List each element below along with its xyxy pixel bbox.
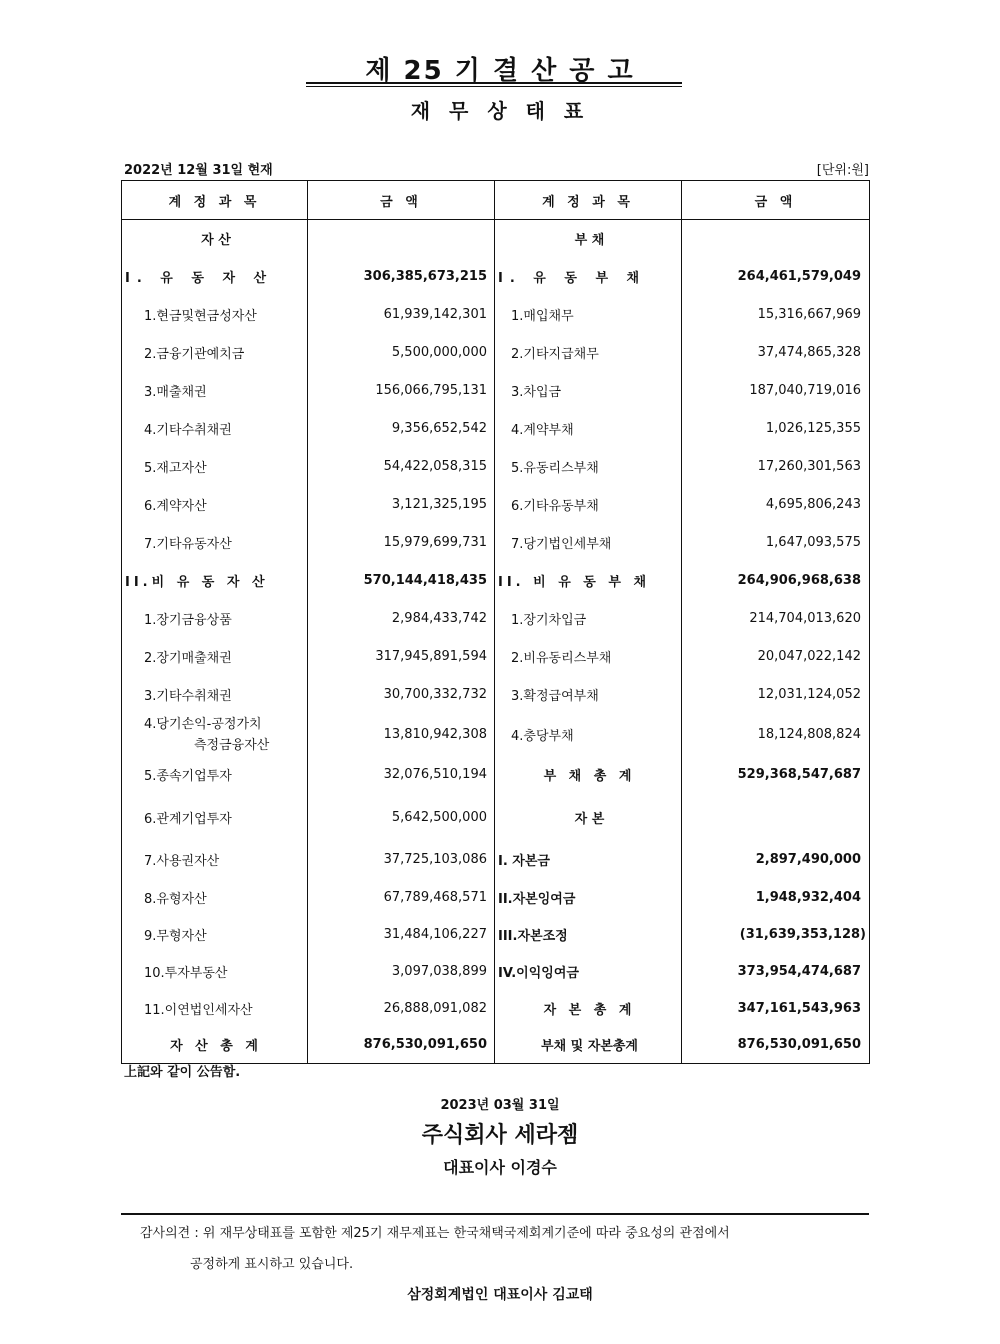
company-name: 주식회사 세라젬 <box>421 1123 579 1148</box>
noncurrent-assets-amount: 570,144,418,435 <box>308 562 495 600</box>
total-liabilities-equity-amount: 876,530,091,650 <box>682 1027 870 1064</box>
divider <box>121 1213 869 1215</box>
header-amount-right: 금 액 <box>682 181 870 220</box>
account-label: 2.비유동리스부채 <box>495 638 682 676</box>
announcement-note: 上記와 같이 公告함. <box>124 1065 241 1080</box>
amount-cell: 214,704,013,620 <box>682 600 870 638</box>
total-assets-label: 자 산 총 계 <box>122 1027 308 1064</box>
equity-item-label: I. 자본금 <box>495 841 682 879</box>
account-label: 3.차입금 <box>495 372 682 410</box>
noncurrent-liabilities-amount: 264,906,968,638 <box>682 562 870 600</box>
amount-cell: 3,121,325,195 <box>308 486 495 524</box>
amount-cell: 13,810,942,308 <box>308 714 495 756</box>
account-label: 9.무형자산 <box>122 916 308 953</box>
total-liabilities-label: 부 채 총 계 <box>495 756 682 794</box>
account-label: 7.당기법인세부채 <box>495 524 682 562</box>
amount-cell: 20,047,022,142 <box>682 638 870 676</box>
amount-cell: 15,979,699,731 <box>308 524 495 562</box>
amount-cell: 37,474,865,328 <box>682 334 870 372</box>
account-label: 1.매입채무 <box>495 296 682 334</box>
account-label: 1.현금및현금성자산 <box>122 296 308 334</box>
account-label: 10.투자부동산 <box>122 953 308 990</box>
account-label-two-line <box>122 714 308 756</box>
amount-cell: 61,939,142,301 <box>308 296 495 334</box>
account-label: 1.장기금융상품 <box>122 600 308 638</box>
header-account-right: 계 정 과 목 <box>495 181 682 220</box>
auditor-name: 삼정회계법인 대표이사 김교태 <box>407 1287 593 1303</box>
account-label: 8.유형자산 <box>122 879 308 916</box>
account-label: 3.확정급여부채 <box>495 676 682 714</box>
amount-cell: 18,124,808,824 <box>682 714 870 756</box>
amount-cell: 17,260,301,563 <box>682 448 870 486</box>
account-label-line1: 4.당기손익-공정가치 <box>144 716 262 732</box>
account-label: 5.종속기업투자 <box>122 756 308 794</box>
statement-date: 2022년 12월 31일 현재 <box>124 163 273 178</box>
header-amount-left: 금 액 <box>308 181 495 220</box>
unit-label: [단위:원] <box>816 163 869 178</box>
amount-cell: 1,026,125,355 <box>682 410 870 448</box>
amount-cell: 317,945,891,594 <box>308 638 495 676</box>
audit-opinion-line2: 공정하게 표시하고 있습니다. <box>190 1257 354 1272</box>
amount-cell: 15,316,667,969 <box>682 296 870 334</box>
total-equity-label: 자 본 총 계 <box>495 990 682 1027</box>
account-label: 11.이연법인세자산 <box>122 990 308 1027</box>
publication-date: 2023년 03월 31일 <box>440 1098 560 1113</box>
current-liabilities-label: I. 유 동 부 채 <box>495 258 682 296</box>
title-underline <box>306 82 682 84</box>
account-label: 6.계약자산 <box>122 486 308 524</box>
account-label: 2.장기매출채권 <box>122 638 308 676</box>
total-equity-amount: 347,161,543,963 <box>682 990 870 1027</box>
account-label: 6.기타유동부채 <box>495 486 682 524</box>
page-title: 제 25 기 결 산 공 고 <box>365 56 635 86</box>
amount-cell: 12,031,124,052 <box>682 676 870 714</box>
equity-item-label: IV.이익잉여금 <box>495 953 682 990</box>
current-assets-label: I. 유 동 자 산 <box>122 258 308 296</box>
equity-item-label: II.자본잉여금 <box>495 879 682 916</box>
amount-cell: 26,888,091,082 <box>308 990 495 1027</box>
section-liabilities: 부 채 <box>495 220 682 258</box>
account-label: 5.재고자산 <box>122 448 308 486</box>
amount-cell: 4,695,806,243 <box>682 486 870 524</box>
account-label: 3.매출채권 <box>122 372 308 410</box>
account-label: 6.관계기업투자 <box>122 794 308 841</box>
ceo-name: 대표이사 이경수 <box>443 1158 557 1177</box>
total-assets-amount: 876,530,091,650 <box>308 1027 495 1064</box>
noncurrent-liabilities-label: II. 비 유 동 부 채 <box>495 562 682 600</box>
noncurrent-assets-label: II.비 유 동 자 산 <box>122 562 308 600</box>
current-assets-amount: 306,385,673,215 <box>308 258 495 296</box>
amount-cell: 3,097,038,899 <box>308 953 495 990</box>
amount-cell: 2,984,433,742 <box>308 600 495 638</box>
amount-cell: 67,789,468,571 <box>308 879 495 916</box>
amount-cell <box>682 220 870 258</box>
account-label: 4.충당부채 <box>495 714 682 756</box>
total-liabilities-equity-label: 부채 및 자본총계 <box>495 1027 682 1064</box>
amount-cell: 31,484,106,227 <box>308 916 495 953</box>
equity-item-amount: (31,639,353,128) <box>682 916 870 953</box>
amount-cell <box>308 220 495 258</box>
amount-cell: 5,642,500,000 <box>308 794 495 841</box>
account-label: 7.기타유동자산 <box>122 524 308 562</box>
account-label: 4.계약부채 <box>495 410 682 448</box>
amount-cell: 156,066,795,131 <box>308 372 495 410</box>
account-label: 1.장기차입금 <box>495 600 682 638</box>
amount-cell: 187,040,719,016 <box>682 372 870 410</box>
account-label: 3.기타수취채권 <box>122 676 308 714</box>
header-account-left: 계 정 과 목 <box>122 181 308 220</box>
equity-item-amount: 2,897,490,000 <box>682 841 870 879</box>
amount-cell: 54,422,058,315 <box>308 448 495 486</box>
account-label-line2: 측정금융자산 <box>194 737 270 753</box>
amount-cell: 9,356,652,542 <box>308 410 495 448</box>
title-underline-thin <box>306 86 682 87</box>
account-label: 2.금융기관예치금 <box>122 334 308 372</box>
account-label: 5.유동리스부채 <box>495 448 682 486</box>
amount-cell: 37,725,103,086 <box>308 841 495 879</box>
audit-opinion-line1: 감사의견 : 위 재무상태표를 포함한 제25기 재무제표는 한국채택국제회계기준에 따라 중요성의 관점에서 <box>140 1226 730 1241</box>
account-label: 2.기타지급채무 <box>495 334 682 372</box>
balance-sheet-table <box>121 180 870 1064</box>
total-liabilities-amount: 529,368,547,687 <box>682 756 870 794</box>
amount-cell: 30,700,332,732 <box>308 676 495 714</box>
amount-cell: 1,647,093,575 <box>682 524 870 562</box>
amount-cell <box>682 794 870 841</box>
account-label: 7.사용권자산 <box>122 841 308 879</box>
amount-cell: 32,076,510,194 <box>308 756 495 794</box>
current-liabilities-amount: 264,461,579,049 <box>682 258 870 296</box>
section-assets: 자 산 <box>122 220 308 258</box>
equity-item-amount: 1,948,932,404 <box>682 879 870 916</box>
statement-title: 재 무 상 태 표 <box>410 99 590 123</box>
section-equity: 자 본 <box>495 794 682 841</box>
account-label: 4.기타수취채권 <box>122 410 308 448</box>
equity-item-label: III.자본조정 <box>495 916 682 953</box>
equity-item-amount: 373,954,474,687 <box>682 953 870 990</box>
amount-cell: 5,500,000,000 <box>308 334 495 372</box>
